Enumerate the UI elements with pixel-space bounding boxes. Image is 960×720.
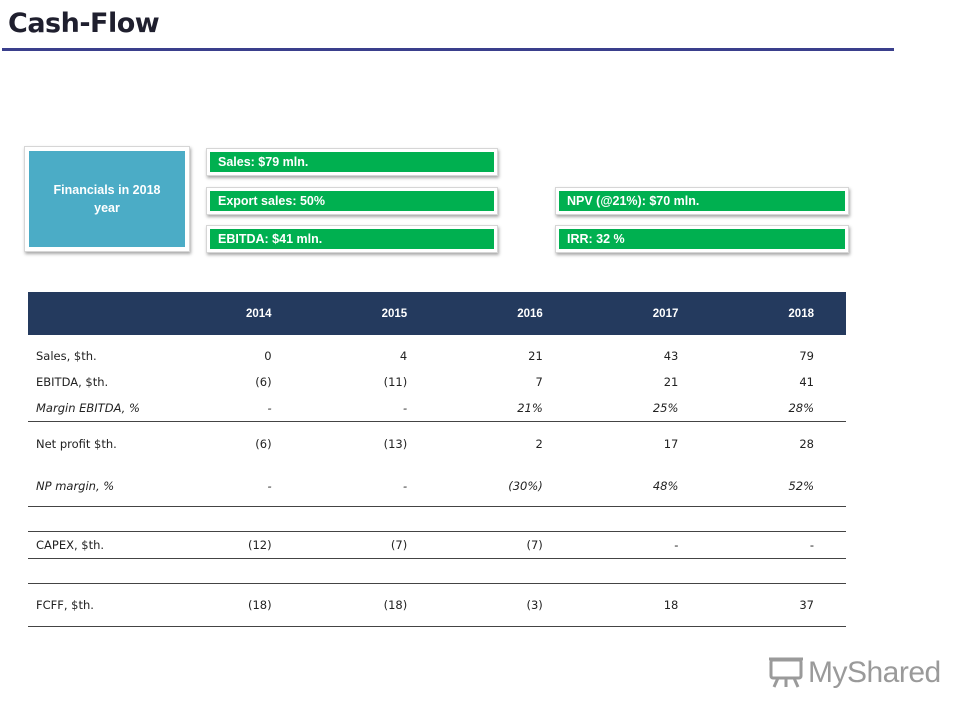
page-title: Cash-Flow bbox=[8, 8, 160, 39]
cell-value: 28 bbox=[799, 437, 814, 451]
table-row-fcff bbox=[28, 584, 846, 627]
table-row-sales bbox=[28, 343, 846, 369]
cell-value: 0 bbox=[264, 349, 272, 363]
cell-value: - bbox=[168, 466, 304, 507]
table-row-margin-ebitda bbox=[28, 395, 846, 422]
table-header-2016: 2016 bbox=[439, 292, 575, 335]
sales-metric bbox=[206, 148, 498, 176]
table-header-2015: 2015 bbox=[304, 292, 440, 335]
row-label: FCFF, $th. bbox=[28, 584, 168, 627]
title-divider bbox=[2, 48, 894, 51]
row-label: Sales, $th. bbox=[36, 349, 97, 363]
cell-value: - bbox=[710, 532, 846, 559]
financial-table bbox=[28, 292, 846, 627]
financials-box bbox=[24, 146, 190, 252]
table-row-capex bbox=[28, 532, 846, 559]
cell-value: (18) bbox=[168, 584, 304, 627]
irr-metric-label: IRR: 32 % bbox=[559, 229, 845, 249]
cell-value: (6) bbox=[255, 375, 272, 389]
cell-value: 17 bbox=[663, 437, 679, 451]
table-header-2017: 2017 bbox=[575, 292, 711, 335]
cell-value: (12) bbox=[168, 532, 304, 559]
cell-value: 41 bbox=[799, 375, 814, 389]
ebitda-metric-label: EBITDA: $41 mln. bbox=[210, 229, 494, 249]
cell-value: (7) bbox=[439, 532, 575, 559]
row-label: CAPEX, $th. bbox=[28, 532, 168, 559]
export-sales-metric bbox=[206, 187, 498, 215]
cell-value: 37 bbox=[710, 584, 846, 627]
cell-value: 48% bbox=[575, 466, 711, 507]
myshared-logo bbox=[768, 655, 941, 691]
table-header-row bbox=[28, 292, 846, 335]
cell-value: (13) bbox=[383, 437, 408, 451]
row-label: NP margin, % bbox=[28, 466, 168, 507]
cell-value: (7) bbox=[304, 532, 440, 559]
npv-metric-label: NPV (@21%): $70 mln. bbox=[559, 191, 845, 211]
table-header-2014: 2014 bbox=[168, 292, 304, 335]
sales-metric-label: Sales: $79 mln. bbox=[210, 152, 494, 172]
cell-value: 7 bbox=[535, 375, 543, 389]
cell-value: (6) bbox=[255, 437, 272, 451]
cell-value: 18 bbox=[575, 584, 711, 627]
logo-text: MyShared bbox=[808, 656, 941, 689]
cell-value: - bbox=[168, 395, 304, 422]
cell-value: 79 bbox=[799, 349, 814, 363]
row-label: Margin EBITDA, % bbox=[28, 395, 168, 422]
cell-value: 25% bbox=[575, 395, 711, 422]
cell-value: 28% bbox=[710, 395, 846, 422]
row-label: Net profit $th. bbox=[36, 437, 117, 451]
cell-value: - bbox=[304, 395, 440, 422]
cell-value: 21 bbox=[528, 349, 543, 363]
cell-value: 43 bbox=[663, 349, 679, 363]
cell-value: (18) bbox=[304, 584, 440, 627]
cell-value: (3) bbox=[439, 584, 575, 627]
cell-value: (30%) bbox=[439, 466, 575, 507]
cell-value: 21% bbox=[439, 395, 575, 422]
table-header-2018: 2018 bbox=[710, 292, 846, 335]
cell-value: - bbox=[304, 466, 440, 507]
irr-metric bbox=[555, 225, 849, 253]
cell-value: (11) bbox=[383, 375, 408, 389]
cell-value: 4 bbox=[399, 349, 408, 363]
table-spacer-row bbox=[28, 507, 846, 532]
cell-value: 2 bbox=[535, 437, 543, 451]
cell-value: 21 bbox=[663, 375, 679, 389]
table-header-label bbox=[28, 292, 168, 335]
cell-value: 52% bbox=[710, 466, 846, 507]
table-row-np-margin bbox=[28, 466, 846, 507]
row-label: EBITDA, $th. bbox=[36, 375, 109, 389]
export-sales-metric-label: Export sales: 50% bbox=[210, 191, 494, 211]
ebitda-metric bbox=[206, 225, 498, 253]
cell-value: - bbox=[575, 532, 711, 559]
npv-metric bbox=[555, 187, 849, 215]
table-spacer-row bbox=[28, 559, 846, 584]
chalkboard-icon bbox=[768, 654, 804, 692]
table-row-net-profit bbox=[28, 422, 846, 467]
financials-label: Financials in 2018 year bbox=[29, 151, 185, 247]
table-row-ebitda bbox=[28, 369, 846, 395]
